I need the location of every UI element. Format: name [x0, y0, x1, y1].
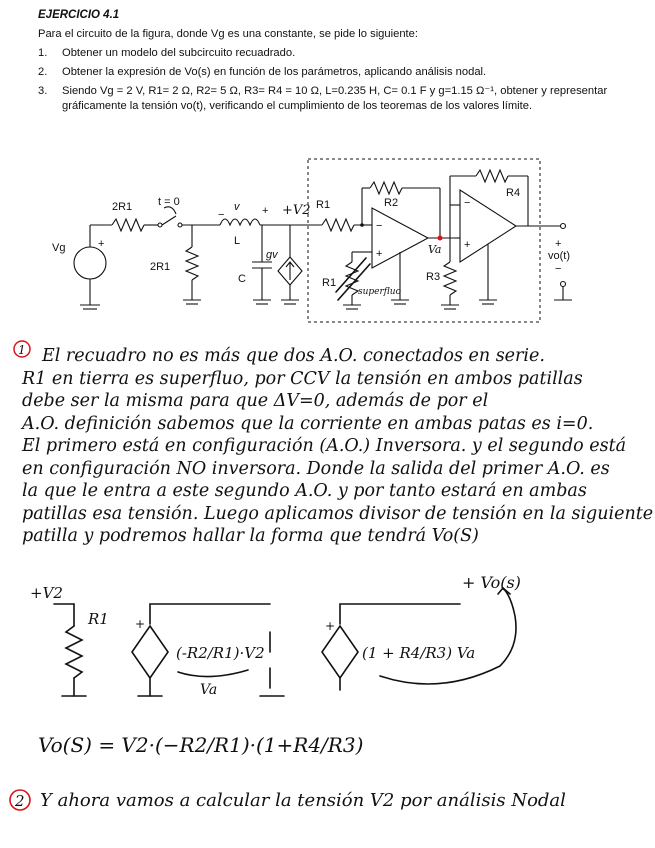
v-label: v — [234, 201, 240, 213]
resistor-r2 — [370, 182, 402, 194]
svg-text:+: + — [555, 238, 562, 250]
svg-text:−: − — [376, 220, 383, 232]
model-src1-expr: (-R2/R1)·V2 — [176, 644, 265, 662]
model-source-2 — [322, 626, 358, 678]
circuit-diagram — [52, 159, 572, 322]
vo-output-label: vo(t) — [548, 250, 570, 262]
r1-series-label: 2R1 — [112, 201, 133, 213]
model-r1-label: R1 — [88, 610, 109, 628]
note-line: patillas esa tensión. Luego aplicamos divisor de tensión en la siguiente — [22, 503, 654, 524]
model-v2-label: +V2 — [30, 584, 63, 602]
r4-label: R4 — [506, 187, 521, 199]
note-line: la que le entra a este segundo A.O. y por tanto estará en ambas — [22, 481, 587, 501]
vo-equation: Vo(S) = V2·(−R2/R1)·(1+R4/R3) — [38, 733, 364, 757]
v-plus-label: + — [262, 205, 269, 217]
r1-shunt-label: 2R1 — [150, 261, 171, 273]
step-two-text: Y ahora vamos a calcular la tensión V2 por análisis Nodal — [40, 790, 566, 811]
voltage-source-vg — [74, 247, 106, 279]
r2-label: R2 — [384, 197, 399, 209]
item-text: Obtener la expresión de Vo(s) en función de los parámetros, aplicando análisis nodal. — [62, 66, 487, 78]
svg-text:−: − — [464, 197, 471, 209]
svg-text:+: + — [464, 239, 471, 251]
svg-text:+: + — [135, 617, 146, 631]
v2-node-label: +V2 — [282, 203, 311, 218]
v-minus-label: − — [218, 209, 225, 221]
resistor-r3 — [444, 262, 456, 295]
model-vo-label: + Vo(s) — [462, 573, 521, 592]
item-number: 3. — [38, 85, 48, 97]
superfluo-label: superfluo — [358, 287, 402, 297]
resistor-r4 — [476, 170, 508, 182]
va-node-label: Va — [428, 243, 442, 256]
exercise-title: EJERCICIO 4.1 — [38, 9, 120, 21]
switch-label: t = 0 — [158, 196, 180, 208]
inductor-label: L — [234, 235, 241, 247]
item-text: Obtener un modelo del subcircuito recuadrado. — [62, 47, 296, 59]
model-src2-expr: (1 + R4/R3) Va — [362, 644, 476, 662]
intro-text: Para el circuito de la figura, donde Vg es una constante, se pide lo siguiente: — [38, 28, 418, 40]
item-text: Siendo Vg = 2 V, R1= 2 Ω, R2= 5 Ω, R3= R4 = 10 Ω, L=0.235 H, C= 0.1 F y g=1.15 Ω⁻¹, obtener y representar gráficamente la tensión vo(t), verificando el cumplimiento de los teoremas de los valores límite. — [62, 85, 608, 112]
note-line: A.O. definición sabemos que la corriente en ambas patas es i=0. — [22, 413, 594, 434]
svg-text:+: + — [376, 248, 383, 260]
inductor-l — [220, 219, 260, 225]
vg-label: Vg — [52, 242, 66, 254]
note-line: patilla y podremos hallar la forma que tendrá Vo(S) — [22, 526, 479, 546]
r1-in-label: R1 — [316, 199, 331, 211]
svg-text:+: + — [325, 619, 336, 633]
model-va-under: Va — [200, 682, 218, 698]
note-line: El primero está en configuración (A.O.) Inversora. y el segundo está — [22, 436, 627, 456]
r3-label: R3 — [426, 271, 441, 283]
note-line: El recuadro no es más que dos A.O. conectados en serie. — [42, 346, 545, 366]
item-number: 1. — [38, 47, 48, 59]
capacitor-label: C — [238, 273, 246, 285]
note-line: R1 en tierra es superfluo, por CCV la tensión en ambos patillas — [22, 368, 583, 389]
step-two-number: 2 — [15, 792, 25, 810]
resistor-2r1-shunt — [186, 247, 198, 280]
handwritten-notes — [22, 345, 654, 548]
item-number: 2. — [38, 66, 48, 78]
model-source-1 — [132, 626, 168, 678]
note-line: en configuración NO inversora. Donde la salida del primer A.O. es — [22, 458, 610, 479]
resistor-2r1-series — [112, 219, 144, 231]
step-one-number: 1 — [18, 343, 26, 357]
r1-gnd-label: R1 — [322, 277, 337, 289]
model-resistor-r1 — [66, 626, 82, 678]
handwritten-model — [30, 573, 521, 698]
resistor-r1-input — [322, 219, 354, 231]
svg-text:+: + — [98, 238, 105, 250]
dep-source-label: gv — [266, 249, 278, 261]
svg-text:−: − — [555, 263, 562, 275]
note-line: debe ser la misma para que ΔV=0, además de por el — [22, 391, 489, 411]
